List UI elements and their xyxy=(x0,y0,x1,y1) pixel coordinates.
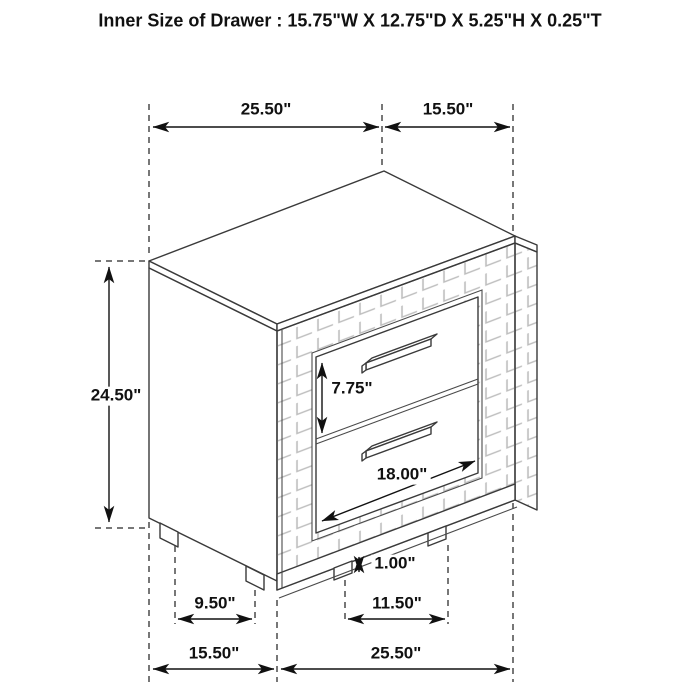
label-drawer-front-height: 7.75" xyxy=(328,380,375,399)
label-drawer-front-width: 18.00" xyxy=(374,466,431,485)
right-edge-band xyxy=(515,243,537,510)
label-floor-depth: 15.50" xyxy=(186,645,243,664)
label-top-width: 25.50" xyxy=(238,101,295,120)
label-top-depth: 15.50" xyxy=(420,101,477,120)
label-floor-width: 25.50" xyxy=(368,645,425,664)
label-side-leg-spacing: 9.50" xyxy=(191,595,238,614)
label-overall-height: 24.50" xyxy=(88,387,145,406)
label-base-clearance: 1.00" xyxy=(371,555,418,574)
page-title: Inner Size of Drawer : 15.75"W X 12.75"D X 5.25"H X 0.25"T xyxy=(98,10,602,31)
label-front-leg-spacing: 11.50" xyxy=(369,595,425,614)
